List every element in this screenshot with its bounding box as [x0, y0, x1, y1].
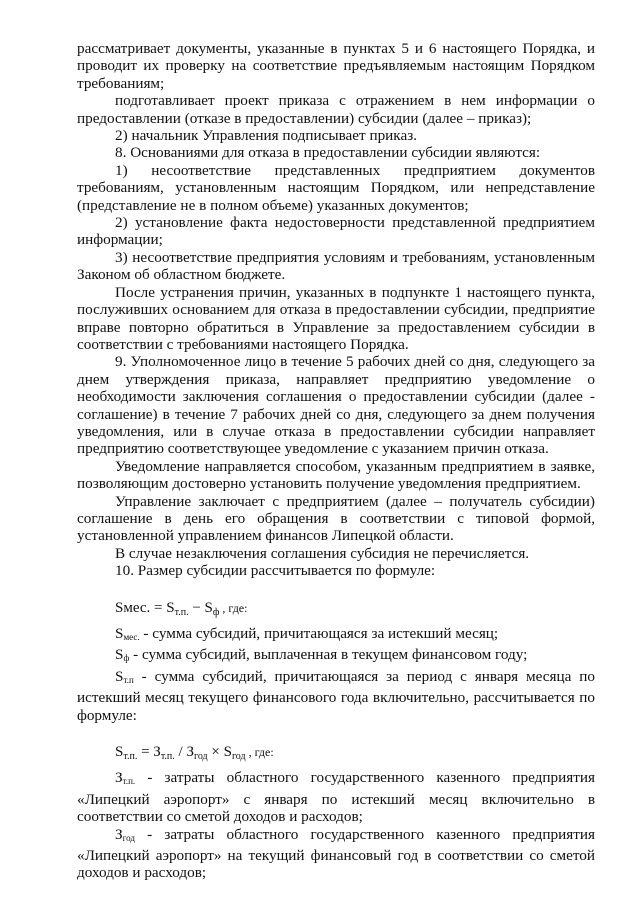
- formula-monthly-subsidy: [77, 600, 595, 621]
- document-page: [77, 40, 595, 882]
- def-subscript: т.п.: [122, 776, 136, 787]
- paragraph-item-10: 10. Размер субсидии рассчитывается по формуле:: [115, 562, 436, 580]
- def-subscript: мес.: [123, 632, 140, 642]
- formula2-sub-s1: т.п.: [123, 751, 138, 763]
- formula2-mul: × S: [207, 744, 232, 761]
- def-subscript: т.п: [123, 674, 134, 685]
- formula2-sub-z2: год: [193, 751, 208, 763]
- paragraph-after-elimination: После устранения причин, указанных в подпункте 1 настоящего пункта, послуживших основанием для отказа в предоставлении субсидии, предприятие вправе повторно обратиться в Управление за предоставлением субсидии в соответствии с требованиями настоящего Порядка.: [77, 283, 595, 353]
- paragraph-ground-3: 3) несоответствие предприятия условиям и требованиям, установленным Законом об областном бюджете.: [77, 248, 595, 284]
- formula2-div: / З: [174, 744, 194, 761]
- formula1-minus: − S: [188, 599, 213, 616]
- paragraph-item-9: 9. Уполномоченное лицо в течение 5 рабочих дней со дня, следующего за днем утверждения приказа, направляет предприятию уведомление о необходимости заключения соглашения о предоставлении субсидии (далее - соглашение) в течение 7 рабочих дней со дня, следующего за днем получения уведомления, или в случае отказа в предоставлении субсидии направляет предприятию соответствующее уведомление с указанием причин отказа.: [77, 353, 595, 458]
- def-symbol: З: [115, 769, 123, 787]
- def-subscript: год: [122, 832, 135, 843]
- def-symbol: S: [115, 667, 124, 685]
- formula2-sub-z1: т.п.: [160, 751, 175, 763]
- def-text: - затраты областного государственного казенного предприятия «Липецкий аэропорт» на текущий финансовый год в соответствии со сметой доходов и расходов;: [77, 825, 595, 882]
- def-text: - затраты областного государственного казенного предприятия «Липецкий аэропорт» с января по истекший месяц включительно в соответствии со сметой доходов и расходов;: [77, 769, 595, 826]
- formula1-lhs: Sмес.: [115, 599, 151, 616]
- paragraph-grounds-refusal: 8. Основаниями для отказа в предоставлении субсидии являются:: [115, 144, 541, 162]
- formula2-eq: = З: [137, 744, 161, 761]
- paragraph-agreement: Управление заключает с предприятием (далее – получатель субсидии) соглашение в день его обращения в соответствии с типовой формой, установленной управлением финансов Липецкой области.: [77, 492, 595, 545]
- formula1-sub2: ф: [212, 606, 220, 618]
- formula2-tail: , где:: [245, 745, 274, 760]
- def-subscript: ф: [123, 653, 130, 664]
- def-text: - сумма субсидий, выплаченная в текущем финансовом году;: [129, 646, 528, 664]
- def-text: - сумма субсидий, причитающаяся за истекший месяц;: [139, 625, 499, 642]
- formula1-eq: = S: [150, 599, 175, 616]
- paragraph-review-documents: рассматривает документы, указанные в пунктах 5 и 6 настоящего Порядка, и проводит их проверку на соответствие предъявляемым настоящим Порядком требованиям;: [77, 40, 595, 92]
- formula2-s1: S: [115, 744, 124, 761]
- def-text: - сумма субсидий, причитающаяся за период с января месяца по истекший месяц текущего финансового года включительно, рассчитывается по формуле:: [77, 667, 595, 724]
- definition-s-paid: [77, 646, 595, 667]
- formula2-sub-s2: год: [231, 751, 246, 763]
- definition-s-period: [77, 668, 595, 724]
- paragraph-head-signs: 2) начальник Управления подписывает приказ.: [115, 127, 417, 145]
- def-symbol: З: [115, 825, 123, 843]
- paragraph-ground-1: 1) несоответствие представленных предприятием документов требованиям, установленным настоящим Порядком, или непредставление (представление не в полном объеме) указанных документов;: [77, 161, 595, 214]
- formula1-tail: , где:: [219, 600, 248, 615]
- paragraph-no-agreement: В случае незаключения соглашения субсидия не перечисляется.: [115, 544, 530, 562]
- paragraph-notification-method: Уведомление направляется способом, указанным предприятием в заявке, позволяющим достоверно установить получение уведомления предприятием.: [77, 457, 595, 493]
- formula-period-subsidy: [77, 744, 595, 765]
- definition-z-year: [77, 826, 595, 882]
- paragraph-ground-2: 2) установление факта недостоверности представленной предприятием информации;: [77, 214, 595, 249]
- definition-s-monthly: [77, 625, 595, 646]
- definition-z-period: [77, 769, 595, 825]
- def-symbol: S: [115, 625, 124, 642]
- formula1-sub1: т.п.: [174, 606, 189, 618]
- def-symbol: S: [115, 646, 124, 664]
- paragraph-prepare-order: подготавливает проект приказа с отражением в нем информации о предоставлении (отказе в предоставлении) субсидии (далее – приказ);: [77, 92, 595, 127]
